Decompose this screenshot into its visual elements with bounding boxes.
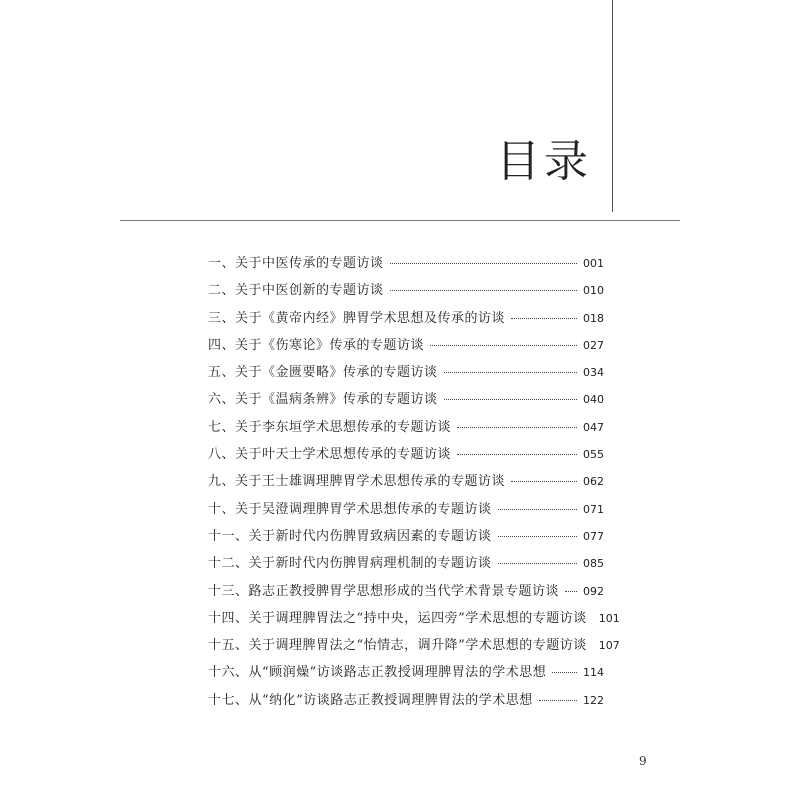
dot-leader bbox=[511, 481, 577, 482]
toc-entry[interactable] bbox=[208, 443, 604, 470]
toc-entry-title: 九、关于王士雄调理脾胃学术思想传承的专题访谈 bbox=[208, 474, 506, 490]
toc-entry-title: 十三、路志正教授脾胃学思想形成的当代学术背景专题访谈 bbox=[208, 583, 560, 599]
toc-entry-page: 047 bbox=[583, 420, 604, 434]
toc-entry[interactable] bbox=[208, 470, 604, 497]
toc-entry[interactable] bbox=[208, 580, 604, 607]
toc-entry[interactable] bbox=[208, 689, 604, 716]
toc-entry-page: 114 bbox=[583, 666, 604, 680]
toc-entry-page: 027 bbox=[583, 338, 604, 352]
dot-leader bbox=[565, 591, 577, 592]
dot-leader bbox=[498, 509, 577, 510]
toc-entry-title: 十五、关于调理脾胃法之“怡情志，调升降”学术思想的专题访谈 bbox=[208, 638, 587, 654]
horizontal-rule bbox=[120, 220, 680, 221]
toc-entry-title: 八、关于叶天士学术思想传承的专题访谈 bbox=[208, 447, 452, 463]
toc-entry-page: 071 bbox=[583, 502, 604, 516]
toc-entry-page: 034 bbox=[583, 366, 604, 380]
toc-entry[interactable] bbox=[208, 416, 604, 443]
toc-entry-page: 092 bbox=[583, 584, 604, 598]
toc-entry[interactable] bbox=[208, 279, 604, 306]
toc-entry[interactable] bbox=[208, 334, 604, 361]
toc-entry-page: 122 bbox=[583, 693, 604, 707]
toc-entry[interactable] bbox=[208, 525, 604, 552]
page-number: 9 bbox=[639, 754, 647, 768]
vertical-rule bbox=[612, 0, 613, 212]
toc-entry[interactable] bbox=[208, 361, 604, 388]
toc-entry-title: 十二、关于新时代内伤脾胃病理机制的专题访谈 bbox=[208, 556, 492, 572]
toc-entry-page: 055 bbox=[583, 448, 604, 462]
page-title: 目录 bbox=[496, 136, 592, 187]
dot-leader bbox=[390, 263, 577, 264]
dot-leader bbox=[539, 700, 577, 701]
dot-leader bbox=[444, 372, 577, 373]
dot-leader bbox=[498, 536, 577, 537]
dot-leader bbox=[430, 345, 577, 346]
dot-leader bbox=[457, 427, 577, 428]
toc-entry-page: 010 bbox=[583, 284, 604, 298]
toc-entry-page: 077 bbox=[583, 529, 604, 543]
dot-leader bbox=[552, 672, 577, 673]
toc-entry-title: 十一、关于新时代内伤脾胃致病因素的专题访谈 bbox=[208, 528, 492, 544]
toc-entry[interactable] bbox=[208, 498, 604, 525]
toc-entry[interactable] bbox=[208, 661, 604, 688]
toc-entry[interactable] bbox=[208, 307, 604, 334]
toc-entry-page: 001 bbox=[583, 257, 604, 270]
toc-entry-page: 107 bbox=[598, 639, 620, 653]
dot-leader bbox=[444, 399, 577, 400]
toc-entry-title: 一、关于中医传承的专题访谈 bbox=[208, 256, 384, 271]
toc-entry[interactable] bbox=[208, 634, 620, 661]
toc-entry[interactable] bbox=[208, 252, 604, 279]
toc-entry-title: 十七、从“纳化”访谈路志正教授调理脾胃法的学术思想 bbox=[208, 692, 533, 708]
dot-leader bbox=[511, 318, 577, 319]
toc-entry-page: 040 bbox=[583, 393, 604, 407]
table-of-contents bbox=[208, 252, 620, 716]
toc-entry-title: 二、关于中医创新的专题访谈 bbox=[208, 283, 384, 299]
toc-entry-title: 十、关于吴澄调理脾胃学术思想传承的专题访谈 bbox=[208, 501, 492, 517]
toc-entry-title: 七、关于李东垣学术思想传承的专题访谈 bbox=[208, 419, 452, 435]
toc-entry-page: 018 bbox=[583, 311, 604, 325]
toc-entry[interactable] bbox=[208, 607, 620, 634]
toc-entry[interactable] bbox=[208, 552, 604, 579]
toc-entry[interactable] bbox=[208, 388, 604, 415]
dot-leader bbox=[390, 290, 577, 291]
dot-leader bbox=[457, 454, 577, 455]
toc-entry-title: 六、关于《温病条辨》传承的专题访谈 bbox=[208, 392, 438, 408]
toc-entry-page: 062 bbox=[583, 475, 604, 489]
toc-entry-title: 十四、关于调理脾胃法之“持中央，运四旁”学术思想的专题访谈 bbox=[208, 610, 587, 626]
toc-entry-page: 101 bbox=[598, 611, 620, 625]
toc-entry-title: 三、关于《黄帝内经》脾胃学术思想及传承的访谈 bbox=[208, 310, 506, 326]
toc-entry-title: 五、关于《金匮要略》传承的专题访谈 bbox=[208, 365, 438, 381]
toc-entry-title: 十六、从“顾润燥”访谈路志正教授调理脾胃法的学术思想 bbox=[208, 665, 547, 681]
toc-entry-title: 四、关于《伤寒论》传承的专题访谈 bbox=[208, 337, 425, 353]
toc-entry-page: 085 bbox=[583, 557, 604, 571]
dot-leader bbox=[498, 563, 577, 564]
